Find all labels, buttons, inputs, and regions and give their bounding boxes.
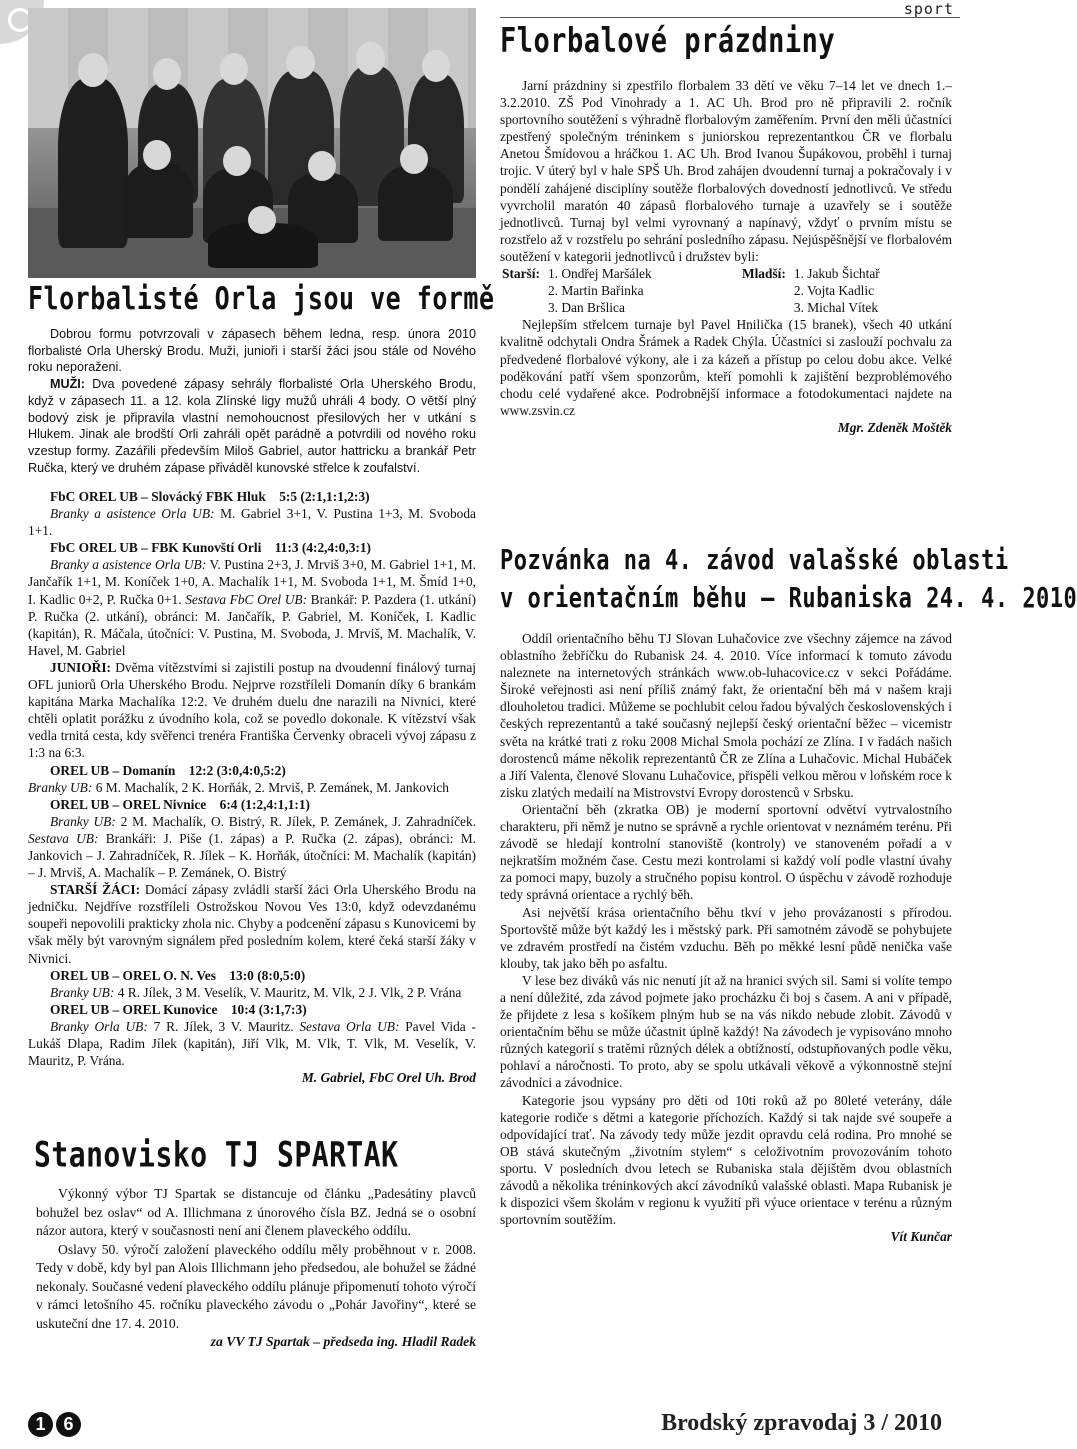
match-teams: FbC OREL UB – Slovácký FBK Hluk [50, 489, 266, 504]
scorers-label: Branky UB: [50, 984, 115, 1000]
article-title-florbalove-prazdniny: Florbalové prázdniny [500, 22, 836, 61]
article-author: Mgr. Zdeněk Moštěk [837, 419, 952, 435]
section-label: STARŠÍ ŽÁCI: [50, 882, 141, 898]
section-label: JUNIOŘI: [50, 659, 112, 675]
match-teams: OREL UB – OREL O. N. Ves [50, 967, 216, 983]
winners-table [502, 265, 888, 316]
winner: 2. Vojta Kadlic [793, 283, 875, 299]
scorers: 2 M. Machalík, O. Bistrý, R. Jílek, P. Zemánek, J. Zahradníček. [120, 813, 476, 829]
section-tag: sport [903, 0, 954, 18]
paragraph: Oslavy 50. výročí založení plaveckého oddílu měly proběhnout v r. 2008. Tedy v době, kdy byl pan Alois Illichmann jeho předsedou, ale bohužel se žádné nekonaly. Současné vedení plaveckého oddílu plánuje připomenutí tohoto výročí v rámci letošního 45. ročníku plaveckého závodu o „Pohár Javořiny“, které se uskuteční dne 17. 4. 2010. [36, 1241, 476, 1331]
winner: 2. Martin Bařinka [547, 283, 644, 299]
lineup-label: Sestava FbC Orel UB: [185, 591, 308, 607]
match-score: 11:3 (4:2,4:0,3:1) [274, 540, 372, 556]
florbalove-prazdniny-article [500, 77, 952, 436]
paragraph: Dvěma vítězstvími si zajistili postup na dvoudenní finálový turnaj OFL juniorů Orla Uherského Brodu. Nejprve rozstříleli Domanín díky 6 brankám kapitána Marka Machalíka 12:2. Ve druhém duelu dne narazili na Nivnici, které chtěli oplatit porážku z úvodního kola, což se povedlo dokonale. K vítězství však vedla trnitá cesta, kdy svěřenci trenéra Františka Červenky obraceli vývoj zápasu z 1:3 na 6:3. [28, 659, 476, 761]
page-number [28, 1412, 84, 1437]
winner: 3. Michal Vítek [793, 300, 879, 316]
paragraph: Jarní prázdniny si zpestřilo florbalem 33 dětí ve věku 7–14 let ve dnech 1.–3.2.2010. ZŠ Pod Vinohrady a 1. AC Uh. Brod pro ně připravili 2. ročník sportovního soutěžení s výhradně florbalovým zaměřením. První den měli účastníci zpestřený společným tréninkem s juniorskou reprezentantkou ČR ve florbalu Anetou Šmídovou a hráčkou 1. AC Uh. Brod Ivanou Šupákovou, proběhl i turnaj trojic. V úterý byl v hale SPŠ Uh. Brod zahájen dvoudenní turnaj a pokračovaly i v pondělí zahájené disciplíny soutěže florbalových dovedností jednotlivců. Ve středu vyvrcholil maratón 40 zápasů florbalového turnaje a uzavřely se i soutěže jednotlivců. Turnaj byl velmi vyrovnaný a napínavý, vždyť o prvním místu se rozstřelo až v rozstřelu po sehrání posledního zápasu. Nejúspěšnější ve florbalovém soutěžení v kategorii jednotlivců i družstev byli: [500, 78, 952, 264]
category-label: Mladší: [741, 266, 786, 282]
pozvanka-article [500, 630, 952, 1245]
scorers: 6 M. Machalík, 2 K. Horňák, 2. Mrviš, P. Zemánek, M. Jankovich [95, 779, 450, 795]
article-author: Vít Kunčar [890, 1229, 952, 1245]
paragraph: Kategorie jsou vypsány pro děti od 10ti roků až po 80leté veterány, dále kategorie rodiče s dětmi a kategorie příchozích. Každý si tak najde své soupeře a odpovídající trať. Na závody tedy může jezdit opravdu celá rodina. Pro mnohé se OB stává skutečným „životním stylem“ s celoživotním provozováním tohoto sportu. V posledních dvou letech se Rubaniska stala dějištěm dvou oblastních závodů a několika tréninkových akcí závodníků valašské oblasti. Mapa Rubanisk je k dispozici všem školám v regionu k využití při výuce orientace v terénu a různým sportovním soutěžím. [500, 1092, 952, 1228]
paragraph: Dva povedené zápasy sehrály florbalisté Orla Uherského Brodu, když v zápasech 11. a 12. kola Zlínské ligy mužů uhráli 4 body. [28, 377, 476, 408]
article-title-pozvanka-line2: v orientačním běhu – Rubaniska 24. 4. 2010 [500, 583, 1077, 615]
match-score: 12:2 (3:0,4:0,5:2) [188, 762, 286, 778]
paragraph: O větší plný bodový zisk je připravila vlastní nemohoucnost přesilových her v utkání s Hlukem. Jinak ale brodští Orli zahráli opět parádně a potvrdili od nového roku vzestup formy. Zazářili především Miloš Gabriel, autor hattricku a brankář Petr Ručka, který ve druhém zápase přiváděl kunovské střelce k zoufalství. [28, 393, 477, 475]
match-teams: OREL UB – Domanín [50, 762, 176, 778]
lineup-label: Sestava Orla UB: [299, 1018, 400, 1034]
match-teams: FbC OREL UB – FBK Kunovští Orli [50, 540, 262, 556]
scorers: M. Gabriel 3+1, V. Pustina 1+3, M. Svoboda 1+1. [28, 506, 476, 539]
match-teams: OREL UB – OREL Nivnice [50, 796, 207, 812]
match-score: 5:5 (2:1,1:1,2:3) [279, 489, 370, 504]
paragraph: Orientační běh (zkratka OB) je moderní sportovní odvětví vytrvalostního charakteru, při němž je nutno se správně a rychle orientovat v neznámém terénu. Při závodě se hledají kontrolní stanoviště (kontroly) ve stanoveném pořadí a v nejkratším možném čase. Cestu mezi kontrolami si každý volí podle vlastní úvahy za pomoci mapy, buzoly a stručného popisu kontrol. O úspěchu v závodě rozhoduje tedy správná orientace a rychlý běh. [500, 801, 952, 903]
category-label: Starší: [502, 266, 540, 282]
scorers-label: Branky Orla UB: [50, 1018, 148, 1034]
scorers: V. Pustina 2+3, J. Mrviš 3+0, M. Gabriel 1+1, M. Jančařík 1+1, M. Koníček 1+0, A. Machalík 1+1, M. Svoboda 1+1, M. Šmíd 1+0, I. Kadlic 0+2, P. Ručka 0+1. [28, 557, 477, 607]
winner: 1. Ondřej Maršálek [547, 266, 652, 282]
paragraph: Dobrou formu potvrzovali v zápasech během ledna, resp. února 2010 florbalisté Orla Uherský Brodu. Muži, junioři i starší žáci jsou stále od Nového roku neporaženi. [28, 327, 476, 375]
team-photo [28, 8, 476, 278]
scorers: 7 R. Jílek, 3 V. Mauritz. [153, 1018, 294, 1034]
lineup: Pavel Vida - Lukáš Dlapa, Radim Jílek (kapitán), Jiří Vlk, M. Vlk, T. Vlk, M. Veselík, V. Mauritz, P. Vrána. [28, 1018, 476, 1069]
scorers: 4 R. Jílek, 3 M. Veselík, V. Mauritz, M. Vlk, 2 J. Vlk, 2 P. Vrána [117, 984, 462, 1000]
results-block [28, 488, 476, 1086]
article-author: M. Gabriel, FbC Orel Uh. Brod [301, 1070, 476, 1086]
paragraph: Oddíl orientačního běhu TJ Slovan Luhačovice zve všechny zájemce na závod oblastního žebříčku do Rubanisk 24. 4. 2010. Více informací k tomuto závodu naleznete na internetových stránkách www.ob-luhacovice.cz v sekci Pořádáme. Široké veřejnosti asi není příliš známý fakt, že orientační běh má v našem kraji dlouholetou tradici. Můžeme se pochlubit celou řadou bývalých československých i českých reprezentantů a také současný nejlepší český orientační běžec – vicemistr světa na krátké trati z roku 2008 Michal Smola pochází ze Zlína. I v řadách našich dorostenců máme několik reprezentantů ČR ze Zlína a Luhačovic. Michal Hubáček a Jiří Valenta, členové Slovanu Luhačovice, přispěli velkou měrou v loňském roce k zisku zlatých medailí na Mistrovství Evropy dorostenců v Srbsku. [500, 631, 952, 800]
scorers-label: Branky UB: [50, 813, 116, 829]
match-score: 13:0 (8:0,5:0) [229, 967, 306, 983]
winner: 3. Dan Bršlica [547, 300, 625, 316]
article-title-pozvanka-line1: Pozvánka na 4. závod valašské oblasti [500, 545, 1009, 577]
winner: 1. Jakub Šichtař [793, 266, 880, 282]
page-number-digit: 1 [28, 1412, 53, 1437]
footer-publication: Brodský zpravodaj 3 / 2010 [661, 1410, 942, 1436]
article-author: za VV TJ Spartak – předseda ing. Hladil Radek [210, 1334, 476, 1349]
paragraph: Domácí zápasy zvládli starší žáci Orla Uherského Brodu na jedničku. Nejdříve rozstříleli Ostrožskou Novou Ves 13:0, když odevzdanému soupeři nepovolili prakticky zhola nic. Chyby a podcenění zápasu s Kunovicemi by však měly být varovným signálem před posledním kolem, které čeká starší žáky v Nivnici. [28, 882, 476, 966]
scorers-label: Branky a asistence Orla UB: [50, 557, 207, 573]
match-score: 6:4 (1:2,4:1,1:1) [219, 796, 311, 812]
paragraph: V lese bez diváků vás nic nenutí jít až na hranici svých sil. Sami si volíte tempo a není důležité, zda závod pojmete jako procházku či boj s časem. A ani v případě, že přijdete z lesa s košíkem plným hub se na vás nikdo nebude zlobit. Závodů v orientačním běhu se může účastnit úplně každý! Na závodech je vypisováno mnoho různých kategorií s tratěmi různých délek a obtížností, odstupňovaných podle věku, pohlaví a náročnosti. To proto, aby se spolu utkávali věkově a výkonnostně stejní závodníci a závodnice. [500, 972, 952, 1091]
scorers-label: Branky a asistence Orla UB: [50, 506, 215, 522]
florbal-orla-article [28, 326, 476, 476]
section-label: MUŽI: [50, 377, 85, 392]
article-title-florbal-orla: Florbalisté Orla jsou ve formě [28, 280, 495, 317]
paragraph: Asi největší krása orientačního běhu tkví v jeho provázanosti s přírodou. Sportovště může být každý les i městský park. Při samotném závodě se pohybujete ve zdravém prostředí na čistém vzduchu. Běh po měkké lesní půdě nenička vaše klouby, tak jako běh po asfaltu. [500, 904, 952, 971]
match-score: 10:4 (3:1,7:3) [230, 1001, 307, 1017]
paragraph: Nejlepším střelcem turnaje byl Pavel Hnilička (15 branek), všech 40 utkání kvalitně odchytali Ondra Šrámek a Radek Chýla. Účastníci si zaslouží pochvalu za předvedené florbalové výkony, ale i za kázeň a přístup po celou dobu akce. Velké poděkování patří všem sponzorům, kteří pomohli k zajištění bezproblémového chodu celé vydařené akce. Podrobnější informace a fotodokumentaci najdete na www.zsvin.cz [500, 317, 952, 418]
page-number-digit: 6 [56, 1412, 81, 1437]
lineup: Brankář: P. Pazdera (1. utkání) P. Ručka (2. utkání), obránci: M. Jančařík, P. Gabriel, M. Koníček, I. Kadlic (kapitán), R. Máčala, útočníci: V. Pustina, M. Svoboda, J. Mrviš, M. Machalík, V. Havel, M. Gabriel [28, 591, 476, 658]
scorers-label: Branky UB: [28, 779, 93, 795]
paragraph: Výkonný výbor TJ Spartak se distancuje od článku „Padesátiny plavců bohužel bez oslav“ od A. Illichmana z únorového čísla BZ. Jedná se o osobní názor autora, který v současnosti není ani členem plaveckého oddílu. [36, 1186, 476, 1238]
stanovisko-article [36, 1185, 476, 1352]
lineup-label: Sestava UB: [28, 830, 99, 846]
match-teams: OREL UB – OREL Kunovice [50, 1001, 218, 1017]
header-rule [500, 17, 960, 18]
article-title-stanovisko: Stanovisko TJ SPARTAK [34, 1134, 399, 1176]
lineup: Brankáři: J. Piše (1. zápas) a P. Ručka (2. zápas), obránci: M. Jankovich – J. Zahradníček, R. Jílek – K. Horňák, útočníci: M. Machalík (kapitán) – J. Mrviš, A. Machalík – P. Zemánek, O. Bistrý [28, 830, 476, 881]
